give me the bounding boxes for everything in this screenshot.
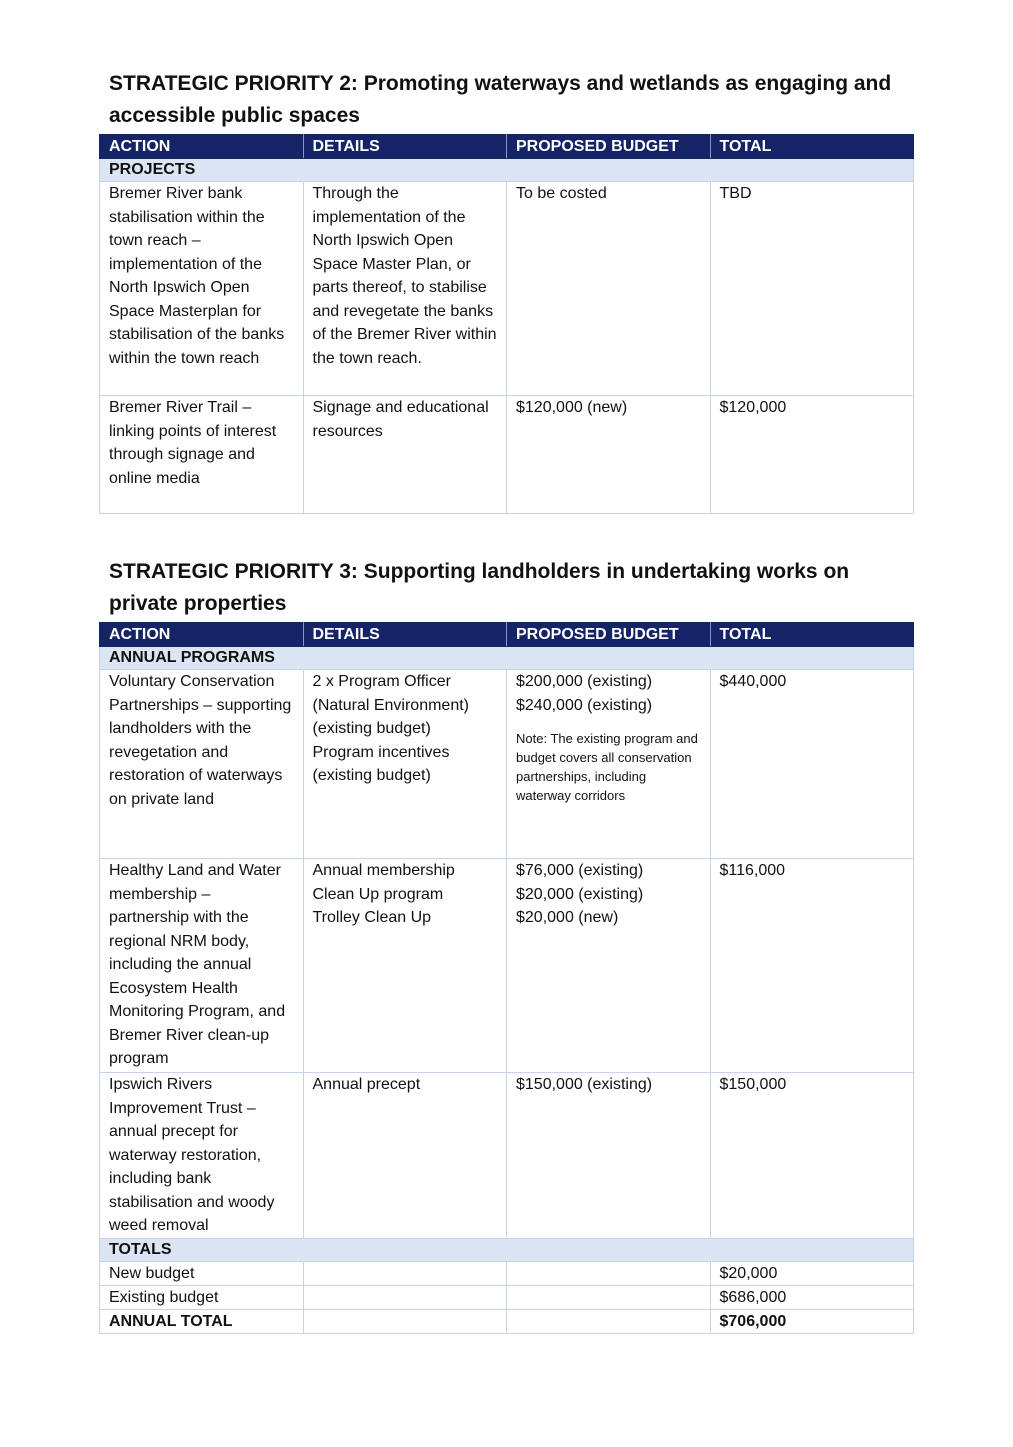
priority-2-table [99, 134, 914, 514]
empty-cell [507, 1310, 711, 1334]
totals-row-annual-total [100, 1310, 914, 1334]
totals-row-existing-budget [100, 1286, 914, 1310]
details-line: Program incentives (existing budget) [312, 743, 450, 784]
details-line: Annual membership [312, 862, 455, 879]
totals-value: $686,000 [710, 1286, 914, 1310]
details-line: Clean Up program [312, 885, 444, 903]
group-row-projects [100, 159, 914, 182]
details-cell: Signage and educational resources [303, 396, 507, 514]
priority-2-section [99, 68, 914, 514]
totals-label: ANNUAL TOTAL [100, 1310, 304, 1334]
empty-cell [507, 1262, 711, 1286]
group-label: TOTALS [100, 1239, 914, 1262]
priority-3-heading: STRATEGIC PRIORITY 3: Supporting landholders in undertaking works on private properties [109, 560, 850, 615]
table-row [100, 396, 914, 514]
group-row-annual-programs [100, 647, 914, 670]
column-header-proposed-budget: PROPOSED BUDGET [507, 623, 711, 647]
action-cell: Ipswich Rivers Improvement Trust – annual precept for waterway restoration, including bank stabilisation and woody weed removal [100, 1073, 304, 1239]
action-cell: Voluntary Conservation Partnerships – supporting landholders with the revegetation and restoration of waterways on private land [100, 670, 304, 859]
budget-line: $150,000 (existing) [516, 1076, 653, 1093]
total-cell: $150,000 [710, 1073, 914, 1239]
column-header-total: TOTAL [710, 623, 914, 647]
table-row [100, 1073, 914, 1239]
budget-note: Note: The existing program and budget covers all conservation partnerships, including waterway corridors [516, 731, 698, 803]
total-cell: TBD [710, 182, 914, 396]
column-header-total: TOTAL [710, 135, 914, 159]
column-header-action: ACTION [100, 623, 304, 647]
totals-row-new-budget [100, 1262, 914, 1286]
totals-value: $20,000 [710, 1262, 914, 1286]
total-cell: $120,000 [710, 396, 914, 514]
table-row [100, 670, 914, 859]
totals-value: $706,000 [710, 1310, 914, 1334]
total-cell: $440,000 [710, 670, 914, 859]
budget-line: $200,000 (existing) [516, 673, 653, 690]
budget-cell: $120,000 (new) [507, 396, 711, 514]
budget-cell [507, 859, 711, 1073]
table-row [100, 859, 914, 1073]
column-header-proposed-budget: PROPOSED BUDGET [507, 135, 711, 159]
empty-cell [303, 1262, 507, 1286]
details-cell [303, 859, 507, 1073]
table-header-row [100, 135, 914, 159]
totals-label: Existing budget [100, 1286, 304, 1310]
details-cell [303, 670, 507, 859]
table-header-row [100, 623, 914, 647]
priority-3-section [99, 556, 914, 1334]
action-cell: Healthy Land and Water membership – partnership with the regional NRM body, including the annual Ecosystem Health Monitoring Program, and Bremer River clean-up program [100, 859, 304, 1073]
budget-cell [507, 670, 711, 859]
budget-cell: To be costed [507, 182, 711, 396]
action-cell: Bremer River Trail – linking points of interest through signage and online media [100, 396, 304, 514]
empty-cell [303, 1310, 507, 1334]
table-row [100, 182, 914, 396]
budget-line: $76,000 (existing) [516, 862, 644, 879]
budget-line: $240,000 (existing) [516, 696, 653, 714]
column-header-details: DETAILS [303, 135, 507, 159]
details-cell [303, 1073, 507, 1239]
column-header-action: ACTION [100, 135, 304, 159]
total-cell: $116,000 [710, 859, 914, 1073]
priority-2-heading: STRATEGIC PRIORITY 2: Promoting waterways and wetlands as engaging and accessible public spaces [109, 72, 892, 127]
group-label: PROJECTS [100, 159, 914, 182]
action-cell: Bremer River bank stabilisation within the town reach – implementation of the North Ipswich Open Space Masterplan for stabilisation of the banks within the town reach [100, 182, 304, 396]
priority-3-table [99, 622, 914, 1334]
empty-cell [507, 1286, 711, 1310]
details-cell: Through the implementation of the North Ipswich Open Space Master Plan, or parts thereof, to stabilise and revegetate the banks of the Bremer River within the town reach. [303, 182, 507, 396]
group-row-totals [100, 1239, 914, 1262]
budget-cell [507, 1073, 711, 1239]
column-header-details: DETAILS [303, 623, 507, 647]
details-line: Trolley Clean Up [312, 909, 432, 926]
group-label: ANNUAL PROGRAMS [100, 647, 914, 670]
budget-line: $20,000 (existing) [516, 885, 644, 903]
details-line: 2 x Program Officer (Natural Environment) (existing budget) [312, 673, 469, 737]
empty-cell [303, 1286, 507, 1310]
totals-label: New budget [100, 1262, 304, 1286]
budget-line: $20,000 (new) [516, 909, 619, 926]
details-line: Annual precept [312, 1076, 421, 1093]
